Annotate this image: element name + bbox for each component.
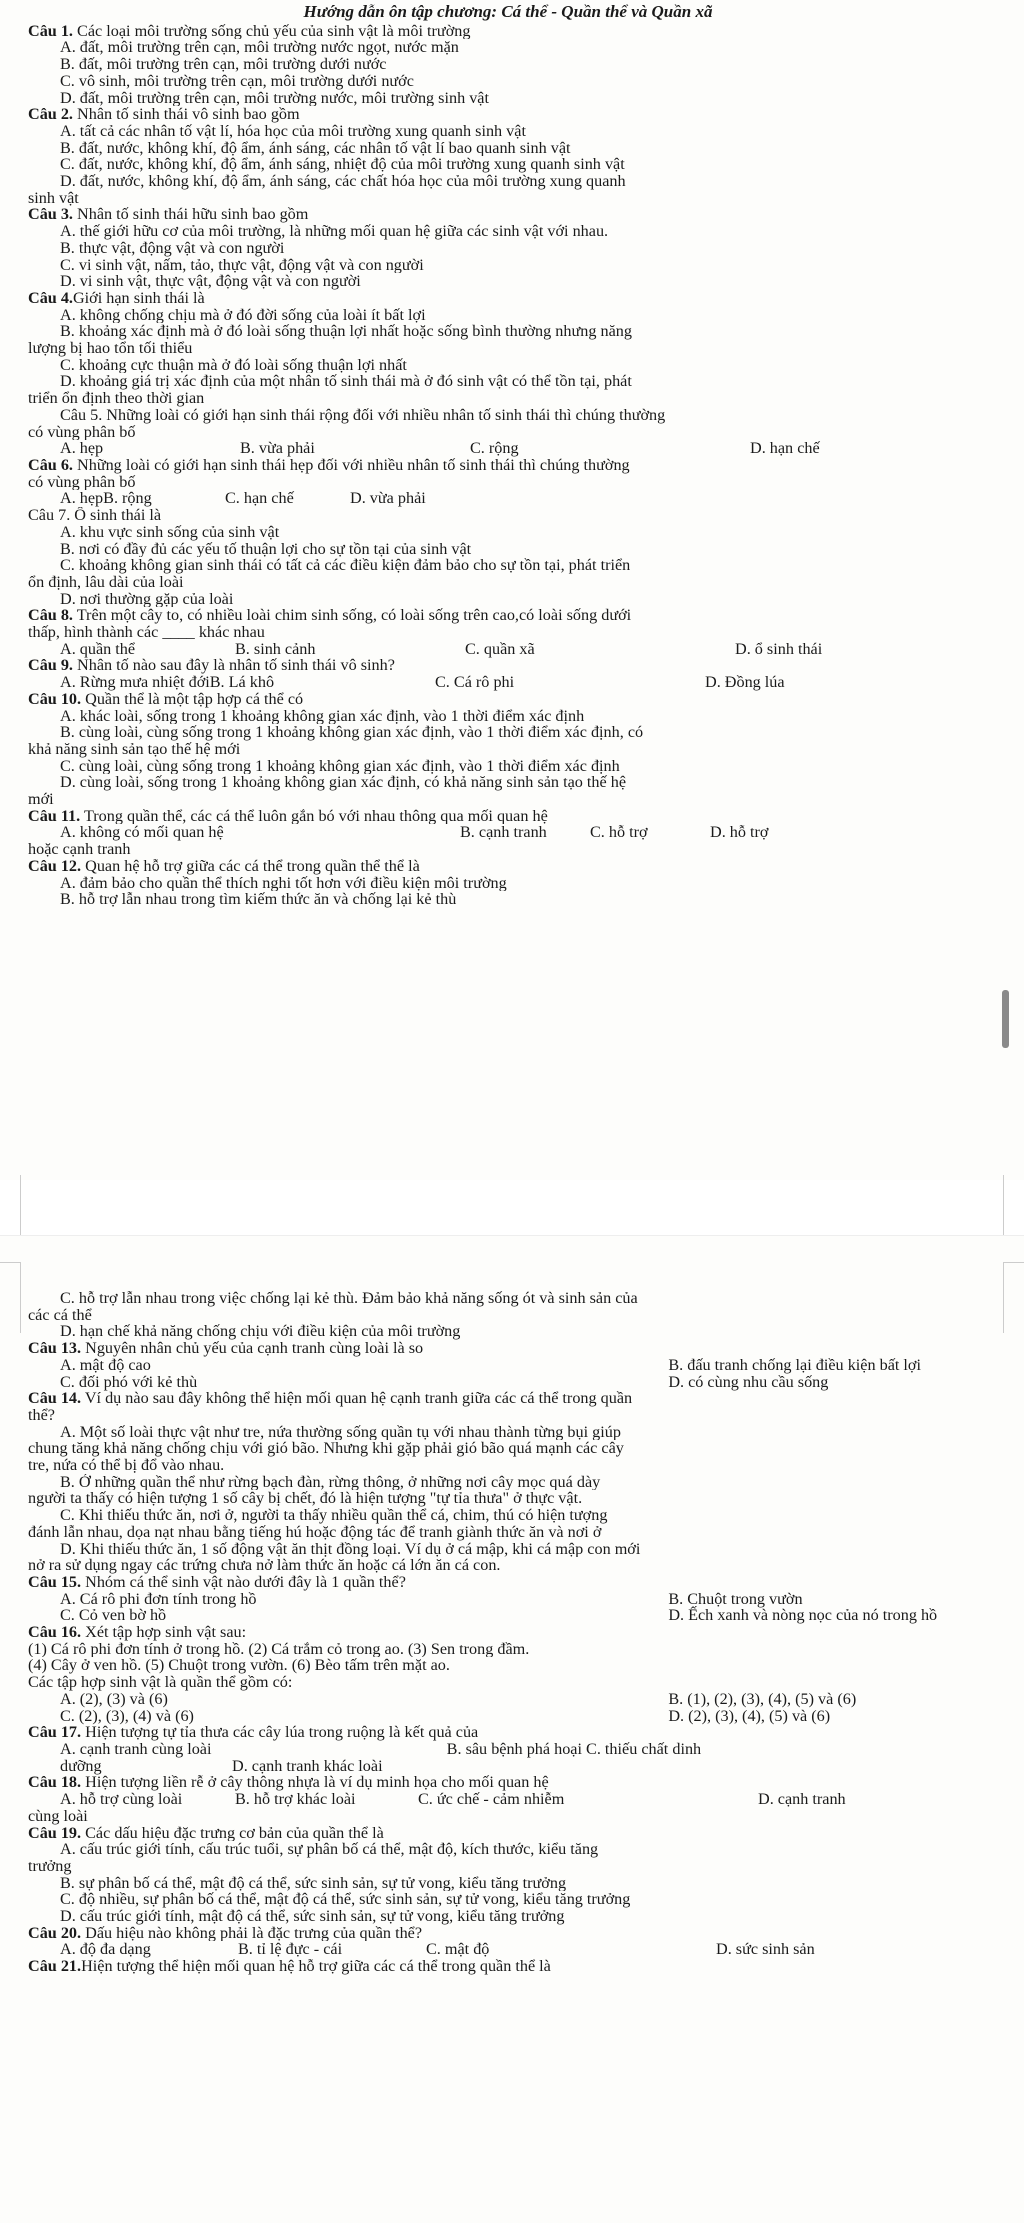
question-text: Hiện tượng liền rễ ở cây thông nhựa là ví dụ minh họa cho mối quan hệ (81, 1774, 549, 1792)
document-title: Hướng dẫn ôn tập chương: Cá thể - Quần thể và Quần xã (303, 2, 713, 21)
option-line: C. vi sinh vật, nấm, tảo, thực vật, động vật và con người (60, 256, 424, 274)
text-line: hoặc cạnh tranh (28, 841, 131, 858)
answer-option: D. vừa phải (350, 489, 426, 508)
answer-option: A. không có mối quan hệ (60, 823, 224, 842)
text-line: ổn định, lâu dài của loài (28, 573, 184, 591)
question-text: Xét tập hợp sinh vật sau: (81, 1624, 247, 1641)
answer-option: D. ổ sinh thái (735, 639, 823, 658)
question-text: Nhân tố nào sau đây là nhân tố sinh thái vô sinh? (72, 657, 395, 675)
question-text: Hiện tượng thể hiện mối quan hệ hỗ trợ giữa các cá thể trong quần thể là (81, 1958, 551, 1975)
text-line: các cá thể (28, 1306, 92, 1324)
option-line: B. nơi có đầy đủ các yếu tố thuận lợi cho sự tồn tại của sinh vật (60, 540, 472, 558)
option-line: C. vô sinh, môi trường trên cạn, môi trường dưới nước (60, 72, 414, 90)
question-number: Câu 9. (28, 657, 73, 675)
answer-options-row (28, 824, 988, 841)
question-number: Câu 10. (28, 690, 82, 708)
answer-option: B. cạnh tranh (460, 823, 547, 842)
option-line: D. Khi thiếu thức ăn, 1 số động vật ăn thịt đồng loại. Ví dụ ở cá mập, khi cá mập con mới (60, 1540, 641, 1558)
option-line: B. khoảng xác định mà ở đó loài sống thuận lợi nhất hoặc sống bình thường nhưng năng (60, 323, 632, 341)
option-line: D. vi sinh vật, thực vật, động vật và con người (60, 273, 361, 290)
option-line: D. cùng loài, sống trong 1 khoảng không gian xác định, có khả năng sinh sản tạo thế hệ (60, 774, 627, 792)
text-line: nở ra sử dụng ngay các trứng chưa nở làm thức ăn hoặc cá lớn ăn cá con. (28, 1557, 501, 1574)
text-line: triển ổn định theo thời gian (28, 390, 205, 407)
answer-option: A. mật độ cao (60, 1355, 151, 1374)
question-text: Các loại môi trường sống chủ yếu của sinh vật là môi trường (72, 22, 471, 40)
text-line: thấp, hình thành các ____ khác nhau (28, 624, 265, 641)
option-line: D. khoảng giá trị xác định của một nhân tố sinh thái mà ở đó sinh vật có thể tồn tại, phát (60, 373, 632, 391)
answer-option: C. đối phó với kẻ thù (60, 1372, 198, 1391)
answer-options-row (28, 1357, 988, 1374)
text-line: trưởng (28, 1857, 72, 1875)
answer-options-row (28, 1374, 988, 1391)
question-number: Câu 13. (28, 1340, 82, 1357)
answer-option: A. (2), (3) và (6) (60, 1689, 168, 1708)
answer-option: C. Cá rô phi (435, 673, 515, 692)
answer-option: B. Chuột trong vườn (668, 1589, 803, 1608)
option-line: A. khu vực sinh sống của sinh vật (60, 523, 280, 541)
answer-option: B. sinh cảnh (235, 639, 316, 658)
answer-options-row (28, 641, 988, 658)
question-number: Câu 17. (28, 1724, 82, 1741)
option-line: C. đất, nước, không khí, độ ẩm, ánh sáng, nhiệt độ của môi trường xung quanh sinh vật (60, 156, 625, 174)
answer-option: A. Rừng mưa nhiệt đớiB. Lá khô (60, 673, 275, 692)
answer-options-row (28, 674, 988, 691)
text-line: thể? (28, 1406, 55, 1424)
answer-option: D. hạn chế (750, 439, 820, 458)
answer-options-row (28, 1691, 988, 1708)
question-text: Nhân tố sinh thái hữu sinh bao gồm (72, 206, 309, 224)
text-line: mới (28, 791, 54, 808)
answer-option: A. độ đa dạng (60, 1940, 151, 1959)
answer-option: D. có cùng nhu cầu sống (668, 1372, 829, 1391)
answer-option: B. tỉ lệ đực - cái (238, 1940, 343, 1959)
question-line (28, 457, 988, 474)
option-line: C. Khi thiếu thức ăn, nơi ở, người ta thấy nhiều quần thể cá, chim, thú có hiện tượng (60, 1507, 608, 1524)
question-text: Nguyên nhân chủ yếu của cạnh tranh cùng loài là so (81, 1340, 424, 1357)
question-text: Nhân tố sinh thái vô sinh bao gồm (72, 106, 300, 123)
answer-option: C. hạn chế (225, 489, 294, 508)
question-number: Câu 16. (28, 1624, 82, 1641)
answer-option: B. vừa phải (240, 439, 315, 458)
answer-options-row (28, 1591, 988, 1608)
option-line: A. Một số loài thực vật như tre, nứa thường sống quần tụ với nhau thành từng bụi giúp (60, 1423, 621, 1441)
question-number: Câu 12. (28, 857, 82, 875)
answer-options-row (28, 1941, 988, 1958)
question-text: Những loài có giới hạn sinh thái hẹp đối với nhiều nhân tố sinh thái thì chúng thường (72, 456, 630, 474)
answer-options-row (28, 1791, 988, 1808)
option-line: C. khoảng cực thuận mà ở đó loài sống thuận lợi nhất (60, 356, 407, 374)
question-line (28, 1825, 988, 1842)
page-1-text (28, 4, 988, 908)
option-line: D. hạn chế khả năng chống chịu với điều kiện của môi trường (60, 1323, 461, 1341)
option-line: A. đất, môi trường trên cạn, môi trường nước ngọt, nước mặn (60, 39, 459, 57)
question-text: Nhóm cá thể sinh vật nào dưới đây là 1 quần thể? (81, 1573, 406, 1591)
option-line: A. khác loài, sống trong 1 khoảng không gian xác định, vào 1 thời điểm xác định (60, 707, 585, 725)
answer-options-row (28, 1607, 988, 1624)
answer-option: A. cạnh tranh cùng loài (60, 1739, 212, 1758)
question-line (28, 657, 988, 674)
question-number: Câu 3. (28, 206, 73, 224)
answer-option: A. hẹp (60, 439, 104, 458)
option-line: A. tất cả các nhân tố vật lí, hóa học của môi trường xung quanh sinh vật (60, 122, 526, 140)
question-text: Hiện tượng tự tỉa thưa các cây lúa trong ruộng là kết quả của (81, 1724, 479, 1741)
answer-option: B. sâu bệnh phá hoại C. thiếu chất dinh (446, 1739, 702, 1758)
answer-option: A. quần thể (60, 639, 136, 658)
option-line: B. đất, nước, không khí, độ ẩm, ánh sáng, các nhân tố vật lí bao quanh sinh vật (60, 139, 571, 157)
answer-option: D. (2), (3), (4), (5) và (6) (668, 1706, 831, 1725)
question-text: Các dấu hiệu đặc trưng cơ bản của quần thể là (81, 1824, 384, 1842)
page-gap (0, 1180, 1024, 1236)
answer-option: C. (2), (3), (4) và (6) (60, 1706, 194, 1725)
answer-option: D. hỗ trợ (710, 823, 769, 842)
option-line: B. thực vật, động vật và con người (60, 239, 285, 257)
question-text: Trong quần thể, các cá thể luôn gắn bó với nhau thông qua mối quan hệ (80, 807, 548, 825)
answer-option: D. sức sinh sản (716, 1940, 815, 1959)
answer-option: C. rộng (470, 439, 519, 458)
answer-option: A. Cá rô phi đơn tính trong hồ (60, 1589, 257, 1608)
page-2-text (28, 1290, 988, 1975)
option-line: B. hỗ trợ lẫn nhau trong tìm kiếm thức ăn và chống lại kẻ thù (60, 891, 457, 908)
question-line (28, 1958, 988, 1975)
question-number: Câu 20. (28, 1924, 82, 1942)
option-line: C. độ nhiều, sự phân bố cá thể, mật độ cá thể, sức sinh sản, sự tử vong, kiểu tăng trưởng (60, 1891, 631, 1909)
answer-option: C. hỗ trợ (590, 823, 648, 842)
question-number: Câu 8. (28, 607, 73, 625)
text-line: (4) Cây ở ven hồ. (5) Chuột trong vườn. (6) Bèo tấm trên mặt ao. (28, 1657, 450, 1675)
answer-options-row (28, 1741, 988, 1758)
question-text: Quần thể là một tập hợp cá thể có (81, 690, 304, 708)
question-line (28, 691, 988, 708)
text-line: tre, nứa có thể bị đổ vào nhau. (28, 1457, 225, 1474)
question-number: Câu 11. (28, 807, 81, 825)
question-number: Câu 2. (28, 106, 73, 123)
answer-option: C. mật độ (426, 1940, 490, 1959)
question-number: Câu 21. (28, 1958, 82, 1975)
text-line: có vùng phân bố (28, 423, 136, 441)
answer-option: B. (1), (2), (3), (4), (5) và (6) (668, 1689, 857, 1708)
question-number: Câu 15. (28, 1573, 82, 1591)
text-line: (1) Cá rô phi đơn tính ở trong hồ. (2) Cá trắm cỏ trong ao. (3) Sen trong đầm. (28, 1640, 530, 1658)
option-line: A. không chống chịu mà ở đó đời sống của loài ít bất lợi (60, 306, 426, 324)
page-frame-right-2 (1003, 1262, 1024, 1333)
question-line (28, 290, 988, 307)
answer-option: D. cạnh tranh khác loài (232, 1756, 383, 1775)
question-text: Trên một cây to, có nhiều loài chim sinh sống, có loài sống trên cao,có loài sống dưới (72, 607, 632, 625)
question-number: Câu 1. (28, 22, 73, 40)
question-number: Câu 4. (28, 289, 73, 307)
option-line: D. đất, môi trường trên cạn, môi trường nước, môi trường sinh vật (60, 89, 489, 107)
question-text: Ví dụ nào sau đây không thể hiện mối quan hệ cạnh tranh giữa các cá thể trong quần (81, 1390, 633, 1407)
option-line: A. thế giới hữu cơ của môi trường, là những mối quan hệ giữa các sinh vật với nhau. (60, 223, 609, 240)
question-line (28, 206, 988, 223)
question-text: Giới hạn sinh thái là (72, 289, 205, 307)
option-line: A. đảm bảo cho quần thể thích nghi tốt hơn với điều kiện môi trường (60, 874, 507, 892)
answer-option: A. hẹpB. rộng (60, 489, 152, 508)
answer-options-row (28, 440, 988, 457)
question-line (28, 858, 988, 875)
text-line: sinh vật (28, 189, 79, 207)
text-line: Các tập hợp sinh vật là quần thể gồm có: (28, 1674, 293, 1691)
question-line (28, 808, 988, 825)
text-line: Câu 7. Ổ sinh thái là (28, 507, 162, 524)
question-number: Câu 6. (28, 456, 73, 474)
text-line: lượng bị hao tổn tối thiểu (28, 340, 193, 357)
answer-option: C. quần xã (465, 639, 535, 658)
answer-option: C. Cỏ ven bờ hồ (60, 1606, 167, 1625)
text-line: có vùng phân bố (28, 473, 136, 491)
option-line: A. cấu trúc giới tính, cấu trúc tuổi, sự phân bố cá thể, mật độ, kích thước, kiểu tăng (60, 1841, 599, 1858)
question-line (28, 23, 988, 40)
question-text: Dấu hiệu nào không phải là đặc trưng của quần thể? (81, 1924, 423, 1942)
option-line: B. Ở những quần thể như rừng bạch đàn, rừng thông, ở những nơi cây mọc quá dày (60, 1473, 601, 1491)
text-line: người ta thấy có hiện tượng 1 số cây bị chết, đó là hiện tượng "tự tỉa thưa" ở thực vật. (28, 1490, 583, 1508)
answer-option: D. Ếch xanh và nòng nọc của nó trong hồ (668, 1606, 938, 1625)
option-line: B. đất, môi trường trên cạn, môi trường dưới nước (60, 56, 387, 73)
question-line (28, 607, 988, 624)
answer-option: dưỡng (60, 1756, 102, 1775)
answer-options-row (28, 1708, 988, 1725)
text-line: cùng loài (28, 1807, 88, 1825)
question-number: Câu 19. (28, 1824, 82, 1842)
scrollbar-thumb[interactable] (1002, 990, 1009, 1048)
option-line: C. khoảng không gian sinh thái có tất cả các điều kiện đảm bảo cho sự tồn tại, phát triển (60, 557, 631, 574)
answer-option: B. đấu tranh chống lại điều kiện bất lợi (668, 1355, 921, 1374)
question-number: Câu 18. (28, 1774, 82, 1792)
question-line (28, 1390, 988, 1407)
answer-option: D. Đồng lúa (705, 673, 785, 692)
option-line: D. cấu trúc giới tính, mật độ cá thể, sức sinh sản, sự tử vong, kiểu tăng trưởng (60, 1908, 565, 1925)
answer-option: C. ức chế - cảm nhiễm (418, 1790, 565, 1809)
option-line: B. cùng loài, cùng sống trong 1 khoảng không gian xác định, vào 1 thời điểm xác định, có (60, 724, 644, 741)
option-line: Câu 5. Những loài có giới hạn sinh thái rộng đối với nhiều nhân tố sinh thái thì chúng thường (60, 406, 666, 424)
question-line (28, 1624, 988, 1641)
answer-option: D. cạnh tranh (758, 1790, 846, 1809)
text-line: chung tăng khả năng chống chịu với gió bão. Nhưng khi gặp phải gió bão quá mạnh các cây (28, 1440, 624, 1458)
text-line: đánh lẫn nhau, dọa nạt nhau bằng tiếng hú hoặc động tác để tranh giành thức ăn và nơi ở (28, 1523, 602, 1541)
question-line (28, 1925, 988, 1942)
question-line (28, 1724, 988, 1741)
answer-options-row (28, 1758, 988, 1775)
question-line (28, 1574, 988, 1591)
option-line: C. hỗ trợ lẫn nhau trong việc chống lại kẻ thù. Đảm bảo khả năng sống ót và sinh sản của (60, 1290, 638, 1307)
question-number: Câu 14. (28, 1390, 82, 1407)
question-line (28, 1774, 988, 1791)
question-text: Quan hệ hỗ trợ giữa các cá thể trong quần thể thể là (81, 857, 420, 875)
answer-options-row (28, 490, 988, 507)
option-line: B. sự phân bố cá thể, mật độ cá thể, sức sinh sản, sự tử vong, kiểu tăng trưởng (60, 1874, 567, 1892)
question-line (28, 1340, 988, 1357)
answer-option: B. hỗ trợ khác loài (235, 1790, 356, 1809)
question-line (28, 106, 988, 123)
option-line: D. nơi thường gặp của loài (60, 590, 234, 608)
text-line: khả năng sinh sản tạo thế hệ mới (28, 740, 241, 758)
page-frame-left-2 (0, 1262, 21, 1333)
answer-option: A. hỗ trợ cùng loài (60, 1790, 183, 1809)
option-line: C. cùng loài, cùng sống trong 1 khoảng không gian xác định, vào 1 thời điểm xác định (60, 757, 620, 775)
option-line: D. đất, nước, không khí, độ ẩm, ánh sáng, các chất hóa học của môi trường xung quanh (60, 173, 626, 190)
